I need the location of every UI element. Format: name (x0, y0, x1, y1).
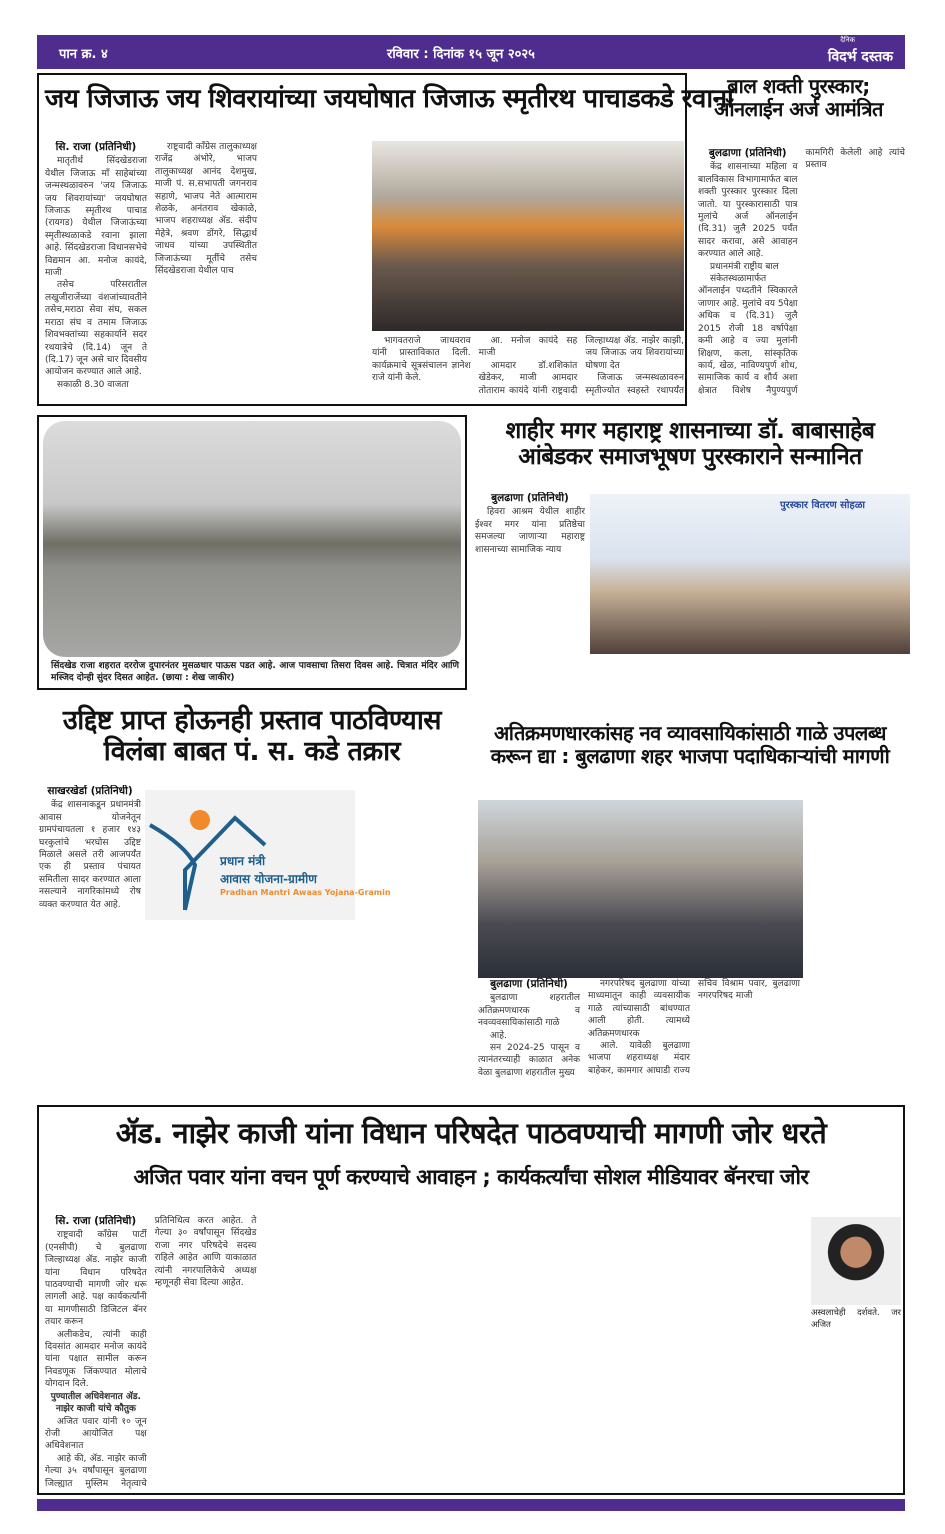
paragraph: राष्ट्रवादी कॉंग्रेस तालुकाध्यक्ष राजेंद्र अंभोरे, भाजप तालुकाध्यक्ष आनंद देशमुख, माजी पं. स.सभापती जगनराव सहाणे, भाजप नेते आत्माराम शेळके, अनंतराव खेकाळे, भाजप शहराध्यक्ष ॲड. संदीप मेहेत्रे, श्रवण डोंगरे, सिद्धार्थ जाधव यांच्या उपस्थितीत जिजाऊंच्या मूर्तीचे तसेच सिंदखेडराजा येथील पाच (155, 142, 257, 277)
photo-banner: पुरस्कार वितरण सोहळा (780, 500, 866, 511)
brand-small: दैनिक (840, 36, 855, 44)
rain-photo (43, 421, 461, 657)
paragraph: आहे. (490, 1030, 507, 1041)
headline-line1: अतिक्रमणधारकांसह नव व्यावसायिकांसाठी गाळे उपलब्ध (494, 721, 886, 745)
issue-date: रविवार : दिनांक १५ जून २०२५ (387, 47, 535, 62)
headline: जय जिजाऊ जय शिवरायांच्या जयघोषात जिजाऊ स्मृतीरथ पाचाडकडे रवाना (45, 84, 734, 114)
dateline: बुलढाणा (प्रतिनिधी) (708, 147, 787, 159)
photo-caption: अस्वलाचेही दर्शवते. जर अजित (811, 1308, 901, 1330)
headline-line2: ऑनलाईन अर्ज आमंत्रित (714, 97, 883, 121)
logo-line1: प्रधान मंत्री (220, 854, 266, 868)
logo-line2: आवास योजना-ग्रामीण (220, 872, 317, 886)
caption: भागवतराजे जाधवराव यांनी प्रास्ताविकात दिली. कार्यक्रमाचे सूत्रसंचालन ज्ञानेश राजे यांनी केले. (372, 336, 471, 384)
brand-name: विदर्भ दस्तक (827, 49, 893, 65)
paragraph: आले. यावेळी बुलढाणा भाजपा शहराध्यक्ष मंदार बाहेकर, कामगार आघाडी राज्य सचिव विश्राम पवार, बुलढाणा नगरपरिषद माजी (588, 979, 800, 1076)
dateline: सि. राजा (प्रतिनिधी) (55, 141, 137, 153)
paragraph: नगरपरिषद बुलढाणा यांच्या माध्यमातून काही व्यवसायीक गाळे त्यांच्यासाठी बांधण्यात आली होती. त्यामध्ये अतिक्रमणधारक (588, 979, 690, 1039)
headline-line2: विलंबा बाबत पं. स. कडे तक्रार (103, 736, 401, 768)
pmay-logo (145, 790, 391, 920)
caption: आ. मनोज कायंदे सह माजी (478, 336, 578, 359)
footer-bar (37, 1499, 905, 1511)
article-body (45, 141, 367, 403)
headline-line1: ॲड. नाझेर काजी यांना विधान परिषदेत पाठवण्याची मागणी जोर धरते (115, 1116, 827, 1150)
dateline: बुलढाणा (प्रतिनिधी) (490, 978, 568, 990)
paragraph: सकाळी 8.30 वाजता (57, 379, 129, 390)
caption: जिजाऊ जन्मस्थळावरुन स्मृतीज्योत स्वहस्ते रथापर्यंत (585, 373, 684, 396)
headline-line2: अजित पवार यांना वचन पूर्ण करण्याचे आवाहन ; कार्यकर्त्यांचा सोशल मीडियावर बॅनरचा जोर (133, 1165, 809, 1189)
paragraph: अजित पवार यांनी १० जून रोजी आयोजित पक्ष अधिवेशनात (45, 1416, 147, 1452)
nazer-kazi-photo (811, 1217, 901, 1305)
headline-line2: करून द्या : बुलढाणा शहर भाजपा पदाधिकाऱ्यांची मागणी (490, 744, 890, 768)
rain-photo-caption: सिंदखेड राजा शहरात दररोज दुपारनंतर मुसळधार पाऊस पडत आहे. आज पावसाचा तिसरा दिवस आहे. चित्रात मंदिर आणि मस्जिद दोन्ही सुंदर दिसत आहेत. (छाया : शेख जाकीर) (51, 661, 459, 683)
article-naziar (37, 1105, 905, 1495)
rain-photo-box (37, 415, 467, 690)
article-atikraman (470, 722, 910, 1097)
paragraph: संकेतस्थळामार्फत ऑनलाईन पध्दतीने स्विकारले जाणार आहे. मुलांचे वय 5पेक्षा अधिक व (दि.31) जुलै 2015 रोजी 18 वर्षापेक्षा कमी आहे व ज्या मुलांनी शिक्षण, कला, सांस्कृतिक कार्य, खेळ, नाविण्यपुर्ण शोध, सामाजिक कार्य व शौर्य अशा क्षेत्रात विशेष नैपुण्यपुर्ण कामगिरी केलेली आहे त्यांचे प्रस्ताव (698, 148, 905, 396)
bjp-delegation-photo (478, 800, 803, 978)
paragraph: केंद्र शासनाकडून प्रधानमंत्री आवास योजनेतून ग्रामपंचायतला १ हजार १४३ घरकुलांचे भरघोस उद्दिष्ट मिळाले असले तरी आजपर्यंत एक ही प्रस्ताव पंचायत समितीला सादर करण्यात आला नसल्याने नागरिकांमध्ये रोष व्यक्त करण्यात येत आहे. (39, 800, 141, 910)
paragraph: आहे की, ॲड. नाझेर काजी गेल्या ३५ वर्षांपासून बुलढाणा जिल्ह्यात मुस्लिम नेतृत्वाचे प्रतिनिधित्व करत आहेत. ते गेल्या ३० वर्षांपासून सिंदखेड राजा नगर परिषदेचे सदस्य राहिले आहेत आणि याकाळात त्यांनी नगरपालिकेचे अध्यक्ष म्हणूनही सेवा दिल्या आहेत. (45, 1216, 257, 1489)
article-shahir (470, 418, 910, 710)
headline-line2: आंबेडकर समाजभूषण पुरस्काराने सन्मानित (518, 444, 862, 471)
article-body (478, 978, 910, 1095)
paragraph: राष्ट्रवादी कॉंग्रेस पार्टी (एनसीपी) चे बुलढाणा जिल्हाध्यक्ष ॲड. नाझेर काजी यांना विधान परिषदेत पाठवण्याची मागणी जोर धरू लागली आहे. पक्ष कार्यकर्त्यांनी या मागणीसाठी डिजिटल बॅनर तयार करून (45, 1230, 147, 1328)
paragraph: मातृतीर्थ सिंदखेडराजा येथील जिजाऊ माँ साहेबांच्या जन्मस्थळावरुन 'जय जिजाऊ जय शिवरायांच्या' जयघोषात जिजाऊ स्मृतीरथ पाचाड (रायगड) येथील जिजाऊंच्या स्मृतीस्थळाकडे रवाना झाला आहे. सिंदखेडराजा विधानसभेचे विद्यमान आ. मनोज कायंदे, माजी (45, 156, 147, 279)
headline-line1: शाहीर मगर महाराष्ट्र शासनाच्या डॉ. बाबासाहेब (505, 418, 875, 444)
subheading: पुण्यातील अधिवेशनात ॲड. नाझेर काजी यांचे कौतुक (50, 1391, 141, 1415)
dateline: बुलढाणा (प्रतिनिधी) (491, 492, 569, 504)
masthead-bar (37, 35, 905, 69)
dateline: साखरखेर्डा (प्रतिनिधी) (47, 785, 133, 797)
paragraph: सन 2024-25 पासून व त्यानंतरच्याही काळात अनेक वेळा बुलढाणा शहरातील मुख्य (478, 1043, 580, 1078)
article-jijau (37, 73, 734, 406)
photo-captions (372, 335, 684, 403)
paragraph: प्रधानमंत्री राष्ट्रीय बाल (710, 261, 779, 272)
paragraph: तसेच परिसरातील लखुजीराजेंच्या वंशजांच्यावतीने तसेच,मराठा सेवा संघ, सकल मराठा संघ व तमाम जिजाऊ शिवभक्तांच्या सहकार्याने सदर रथयात्रेचे (दि.14) जून ते (दि.17) जून असे चार दिवसीय आयोजन करण्यात आले आहे. (45, 280, 147, 378)
paragraph: अलीकडेच, त्यांनी काही दिवसांत आमदार मनोज कायंदे यांना पक्षात सामील करून निवडणूक जिंकण्यात मोलाचे योगदान दिले. (45, 1329, 147, 1390)
paragraph: बुलढाणा शहरातील अतिक्रमणधारक व नवव्यवसायिकांसाठी गाळे (478, 993, 580, 1029)
article-body (39, 785, 141, 1090)
logo-line3: Pradhan Mantri Awaas Yojana-Gramin (220, 888, 391, 897)
headline-line1: उद्दिष्ट प्राप्त होऊनही प्रस्ताव पाठविण्यास (62, 705, 442, 736)
article-body (45, 1215, 805, 1491)
article-body (475, 492, 585, 706)
page-number: पान क्र. ४ (59, 47, 108, 62)
paragraph: केंद्र शासनाच्या महिला व बालविकास विभागामार्फत बाल शक्ती पुरस्कार पुरस्कार दिला जातो. या पुरस्कारासाठी पात्र मुलांचे अर्ज ऑनलाईन (दि.31) जुलै 2025 पर्यंत सादर करावा, असे आवाहन करण्यात आले आहे. (698, 162, 798, 260)
article-body (698, 147, 905, 405)
headline-line1: बाल शक्ती पुरस्कार; (727, 74, 870, 98)
caption: आमदार डॉ.शशिकांत खेडेकर, माजी आमदार तोताराम कायंदे यांनी राष्ट्रवादी जिल्हाध्यक्ष ॲड. नाझेर काझी, जय जिजाऊ जय शिवरायांच्या घोषणा देत (478, 336, 684, 396)
rath-photo (372, 141, 684, 331)
paragraph: हिवरा आश्रम येथील शाहीर ईश्वर मगर यांना प्रतिष्ठेचा समजल्या जाणाऱ्या महाराष्ट्र शासनाच्या सामाजिक न्याय (475, 507, 585, 555)
article-balshakti (692, 75, 905, 410)
article-pmay (37, 705, 467, 1097)
dateline: सि. राजा (प्रतिनिधी) (55, 1215, 137, 1227)
award-photo (590, 494, 910, 654)
